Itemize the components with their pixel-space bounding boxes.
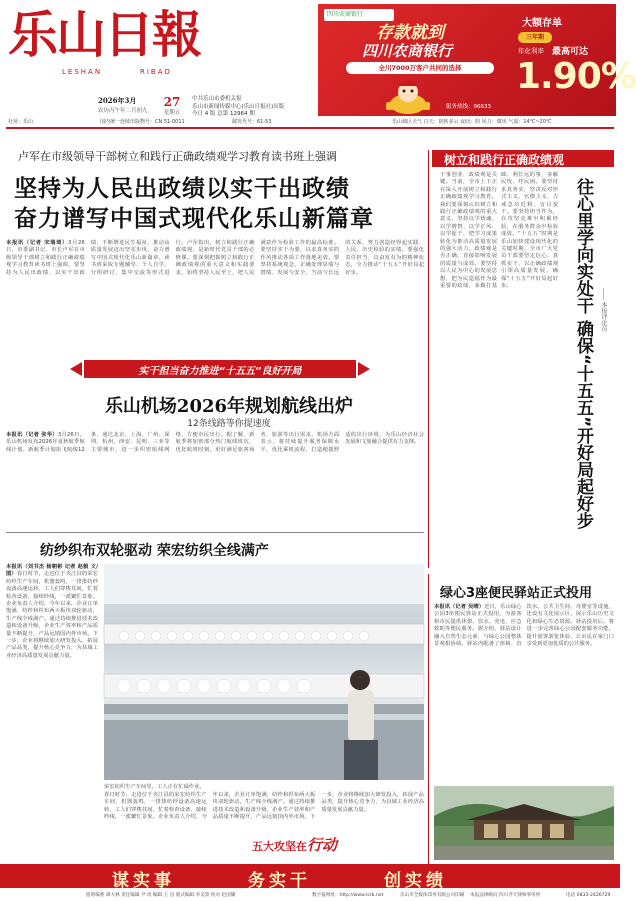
- lead-headline-1: 坚持为人民出政绩以实干出政绩: [14, 176, 350, 202]
- banner-text: 实干担当奋力推进“十五五”良好开局: [138, 366, 302, 377]
- slogan-part-3: 创实绩: [384, 871, 447, 891]
- ad-rate-prefix: 最高可达: [552, 47, 589, 57]
- sponsor-line-2: 乐山市新闻传媒中心(乐山日报社)出版: [192, 103, 285, 110]
- footer-site: 数字报网址：http://www.lsrb.net: [312, 893, 384, 898]
- airport-byline: 本报讯（记者 张华）: [6, 432, 58, 438]
- right-divider: [428, 150, 429, 568]
- banner-right-arrow: [358, 362, 370, 376]
- footer: [0, 890, 620, 901]
- lead-headline-2: 奋力谱写中国式现代化乐山新篇章: [14, 206, 374, 232]
- lead-kicker: 卢军在市级领导干部树立和践行正确政绩观学习教育读书班上强调: [18, 150, 337, 163]
- ad-hotline: 服务热线：96633: [446, 104, 491, 110]
- ad-slogan-3-text: 全川7000万客户共同的选择: [378, 64, 462, 72]
- lead-byline: 本报讯（记者 宋瑞琦）: [6, 240, 69, 246]
- ad-term-text: 三年期: [525, 34, 544, 41]
- masthead-pinyin-1: LESHAN: [62, 68, 103, 76]
- station-body: [434, 604, 614, 782]
- postal-code: 邮发代号：61-53: [232, 119, 272, 125]
- textile-headline: 纺纱织布双轮驱动 荣宏纺织全线满产: [40, 543, 269, 559]
- footer-print: 乐山市全媒体印务有限公司印刷: [400, 893, 465, 898]
- textile-body-text: 春日时节，走进位于夹江县的荣宏纺织生产车间，机器轰鸣，一排排纺纱设备高速运转，工人们穿梭其间，忙着检查设备、接续纱线，一派繁忙景象。企业负责人介绍，今年以来，企业订单饱满，纺纱和织布两大板块双轮驱动，生产线全线满产。通过持续推进技术改造和设备升级，企业生产效率和产品质量不断提升，产品远销国内外市场。下一步，企业将继续加大研发投入，拓展产品品类，提升核心竞争力，为县域工业经济高质量发展贡献力量。: [6, 571, 98, 659]
- airport-body-text: 3月26日，乐山机场发布2026年夏秋航季航线计划。新航季计划执飞航线12条，通达北京、上海、广州、深圳、杭州、西安、昆明、三亚等主要城市，进一步织密航线网络，方便市民出行。据了解，新航季将加密部分热门航线班次，优化航班时刻，更好满足旅客商务、旅游等出行需求。机场方面表示，将持续提升服务保障水平，优化乘机流程，打造便捷舒适的出行环境，为乐山经济社会发展和文旅融合提供有力支撑。: [6, 432, 424, 453]
- commentary-body: [440, 172, 558, 554]
- masthead: [0, 0, 636, 125]
- lunar-date: 农历丙午年二月初九: [98, 108, 148, 114]
- airport-rule: [6, 532, 424, 533]
- ad-label: 大额存单: [522, 18, 562, 29]
- ad-slogan-3: [346, 62, 494, 74]
- masthead-title: 乐山日報: [8, 5, 200, 64]
- issue-day: 27: [163, 95, 181, 109]
- station-photo: [434, 786, 614, 860]
- slogan-part-2: 务实干: [248, 871, 311, 891]
- airport-headline: 乐山机场2026年规划航线出炉: [104, 396, 354, 417]
- commentary-column-label: [432, 150, 614, 167]
- banner-bar: [84, 360, 356, 378]
- footer-phone: 电话 0833-2426729: [566, 893, 611, 898]
- ad-mascot: [380, 78, 436, 114]
- footer-legal: 本报法律顾问 四川齐天律师事务所: [470, 893, 541, 898]
- publisher-block: [192, 96, 312, 119]
- textile-photo: [104, 564, 424, 780]
- masthead-info-bar: [0, 118, 620, 126]
- commentary-body-text: 干事创业，政绩观是关键。当前，全市上下正在深入开展树立和践行正确政绩观学习教育。我们要深刻认识树立和践行正确政绩观的重大意义，坚持以学铸魂、以学增智、以学正风、以学促干，把学习成果转化为推动高质量发展的强大动力。政绩观是否正确，直接影响发展的质量与成效。要坚持以人民为中心的发展思想，把为民造福作为最重要的政绩，多做打基础、利长远的事，多解民忧、纾民困。要坚持求真务实，坚决反对形式主义、官僚主义，力戒急功近利、盲目蛮干。要坚持担当作为，在攻坚克难中积累经验，在服务群众中检验成效。“十五五”时期是乐山加快建设现代化的关键时期，全市广大党员干部要坚定信心、真抓实干，以正确政绩观引领高质量发展，确保“十五五”开好局起好步。: [440, 172, 558, 290]
- station-headline: 绿心3座便民驿站正式投用: [440, 586, 593, 601]
- bank-ad[interactable]: [318, 4, 636, 116]
- issue-date: 2026年3月: [98, 96, 137, 105]
- station-byline: 本报讯（记者 吴晴）: [434, 604, 485, 610]
- ad-term: [518, 32, 552, 43]
- special-banner: [70, 360, 370, 378]
- issue-number: 今日 4 版 总第 12964 期: [192, 111, 255, 117]
- slogan-part-1: 谋实事: [112, 871, 175, 891]
- airport-body: [6, 432, 424, 528]
- station-divider: [428, 574, 429, 864]
- date-day: [160, 96, 184, 116]
- ad-rate-label: 年化利率: [518, 47, 544, 55]
- date-block: [98, 96, 160, 114]
- commentary-title: 往心里学向实处干 确保“十五五”开好局起好步: [573, 178, 593, 530]
- masthead-pinyin-2: RIBAO: [140, 68, 172, 76]
- campaign-tag: [252, 834, 400, 854]
- textile-caption: 荣宏纺织生产车间里，工人正在忙碌作业。: [104, 784, 205, 790]
- cn-number: 国内统一连续出版物号：CN 51-0011: [100, 119, 185, 125]
- footer-editors: 值班编委 谭大林 责任编辑 尹 瑶 编辑 王 昌 版式编辑 李美景 校对 赵国耀: [86, 893, 236, 898]
- commentary-author: —— 本报评论员: [600, 288, 607, 332]
- airport-subhead: 12条线路等你提速度: [187, 419, 271, 429]
- sponsor-line-1: 中共乐山市委机关报: [192, 96, 242, 102]
- station-body-text: 近日，乐山绿心公园3座便民驿站正式投用，为游客和市民提供休憩、饮水、充电、应急救助等便民服务。据介绍，驿站设计融入自然生态元素，与绿心公园整体景观相协调。驿站内配备了座椅、直饮水、公共卫生间、母婴室等设施，还设有文化展示区，展示乐山历史文化和绿心生态资源。驿站投用后，将进一步完善绿心公园配套服务功能，提升游客游览体验，让市民在家门口享受到更加优质的公共服务。: [434, 604, 614, 648]
- banner-left-arrow: [70, 362, 82, 376]
- ad-bank-name: 四川农商银行: [327, 11, 364, 18]
- textile-body: [6, 564, 98, 858]
- ad-slogan-2: 四川农商银行: [362, 42, 453, 60]
- masthead-rule: [6, 127, 614, 129]
- weather: 乐山城区天气 白天：阴转多云 夜间：阴 风力：微风 气温：14℃~20℃: [392, 119, 552, 125]
- textile-byline: 本报讯（刘书杰 杨朝彬 记者 赵毅 文/图）: [6, 564, 98, 578]
- textile-body-lower: [104, 792, 424, 830]
- campaign-tag-text-1: 五大攻坚在: [252, 840, 307, 853]
- weekday: 星期五: [163, 110, 181, 116]
- campaign-tag-text-2: 行动: [307, 836, 338, 854]
- lead-body-text: 3月26日，市委副书记、市长卢军在市级领导干部树立和践行正确政绩观学习教育读书班上强调，要坚持为人民出政绩、以实干出政绩，不断增进民生福祉，推动高质量发展迈出坚实步伐，奋力谱写中国式现代化乐山新篇章。读书班采取专题辅导、个人自学、分组研讨、集中交流等形式进行。卢军指出，树立和践行正确政绩观，是新时代党员干部的必修课。要深刻把握树立和践行正确政绩观的重大意义和实践要求，始终坚持人民至上，把人民满意作为检验工作的最高标准。要坚持实干为要，以求真务实的作风推动各项工作落地见效。要坚持系统观念，正确处理显绩与潜绩、发展与安全、当前与长远的关系，努力创造经得起实践、人民、历史检验的实绩。要强化责任担当，以奋发有为的精神状态，全力推动“十五五”开好局起好步。: [6, 240, 424, 276]
- ad-slogan-1: 存款就到: [376, 23, 444, 43]
- commentary-column-text: 树立和践行正确政绩观: [444, 153, 565, 167]
- lead-body: [6, 240, 424, 352]
- textile-body-lower-text: 春日时节，走进位于夹江县的荣宏纺织生产车间，机器轰鸣，一排排纺纱设备高速运转，工人们穿梭其间，忙着检查设备、接续纱线，一派繁忙景象。企业负责人介绍，今年以来，企业订单饱满，纺纱和织布两大板块双轮驱动，生产线全线满产。通过持续推进技术改造和设备升级，企业生产效率和产品质量不断提升，产品远销国内外市场。下一步，企业将继续加大研发投入，拓展产品品类，提升核心竞争力，为县域工业经济高质量发展贡献力量。: [104, 792, 424, 821]
- bottom-slogan-bar: [0, 864, 620, 891]
- site-address: 社址：乐山: [8, 119, 34, 125]
- ad-rate: 1.90%: [516, 56, 636, 97]
